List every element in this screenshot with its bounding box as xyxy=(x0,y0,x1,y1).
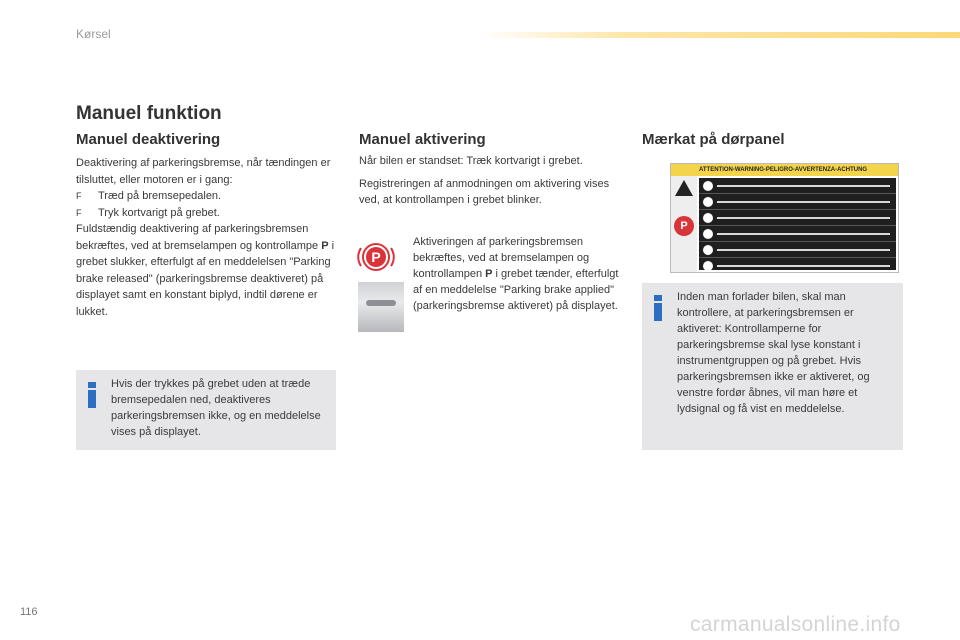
col2-body xyxy=(359,153,621,215)
col1-info-text: Hvis der trykkes på grebet uden at træde bremsepedalen ned, deaktiveres parkeringsbremsen ikke, og en meddelelse vises på displayet. xyxy=(111,378,321,438)
country-flag-icon xyxy=(703,181,713,191)
door-panel-sticker xyxy=(670,163,899,273)
parking-brake-lever-image xyxy=(358,282,404,332)
col2-p1: Når bilen er standset: Træk kortvarigt i grebet. xyxy=(359,155,583,167)
country-flag-icon xyxy=(703,261,713,271)
page-number: 116 xyxy=(20,606,38,618)
col2-activation-text: Aktiveringen af parkeringsbremsen bekræftes, ved at bremselampen og kontrollampen P i grebet tænder, efterfulgt af en meddelelse "Parking brake applied" (parkeringsbremse aktiveret) på displayet. xyxy=(413,236,619,312)
watermark: carmanualsonline.info xyxy=(690,613,901,636)
col1-bold-p: P xyxy=(321,239,329,252)
col1-intro: Deaktivering af parkeringsbremse, når tændingen er tilsluttet, eller motoren er i gang: xyxy=(76,157,331,186)
col1-info-box xyxy=(76,370,336,450)
bullet-mark-icon: F xyxy=(76,207,82,218)
col-title-manual-activation: Manuel aktivering xyxy=(359,131,486,148)
col3-info-text: Inden man forlader bilen, skal man kontrollere, at parkeringsbremsen er aktiveret: Kontrollamperne for parkeringsbremse skal lyse konstant i instrumentgruppen og på grebet. Hvis parkeringsbremsen ikke er aktiveret, og venstre fordør åbnes, vil man høre et lydsignal og få vist en meddelelse. xyxy=(677,291,870,415)
col1-text-a: Fuldstændig deaktivering af parkeringsbremsen bekræftes, ved at bremselampen og kontrollampe xyxy=(76,223,322,252)
col3-info-box xyxy=(642,283,903,450)
bullet-mark-icon: F xyxy=(76,191,82,201)
info-icon xyxy=(88,382,96,408)
col-title-manual-deactivation: Manuel deaktivering xyxy=(76,131,221,148)
sticker-heading: ATTENTION-WARNING-PELIGRO-AVVERTENZA-ACHTUNG xyxy=(671,164,898,176)
col2-bold-p: P xyxy=(485,268,493,280)
country-flag-icon xyxy=(703,197,713,207)
country-flag-icon xyxy=(703,229,713,239)
parking-brake-icon: P xyxy=(362,243,390,271)
col1-body xyxy=(76,155,338,320)
col1-bullet-1: F Træd på bremsepedalen. xyxy=(76,188,338,205)
country-flag-icon xyxy=(703,245,713,255)
country-flag-icon xyxy=(703,213,713,223)
col1-text-b: i grebet slukker, efterfulgt af en meddelelsen "Parking brake released" (parkeringsbremse deaktiveret) på displayet samt en konstant biplyd, indtil dørene er lukket. xyxy=(76,239,335,318)
info-icon xyxy=(654,295,662,321)
parking-brake-icon: P xyxy=(674,216,694,236)
page-title: Manuel funktion xyxy=(76,103,222,124)
col-title-door-sticker: Mærkat på dørpanel xyxy=(642,131,785,148)
header-accent-bar xyxy=(480,32,960,38)
col2-p2: Registreringen af anmodningen om aktivering vises ved, at kontrollampen i grebet blinker. xyxy=(359,177,610,206)
sticker-text-rows xyxy=(699,178,896,270)
col1-bullet-2: F Tryk kortvarigt på grebet. xyxy=(76,205,338,222)
section-label: Kørsel xyxy=(76,27,111,41)
warning-triangle-icon xyxy=(675,180,693,196)
